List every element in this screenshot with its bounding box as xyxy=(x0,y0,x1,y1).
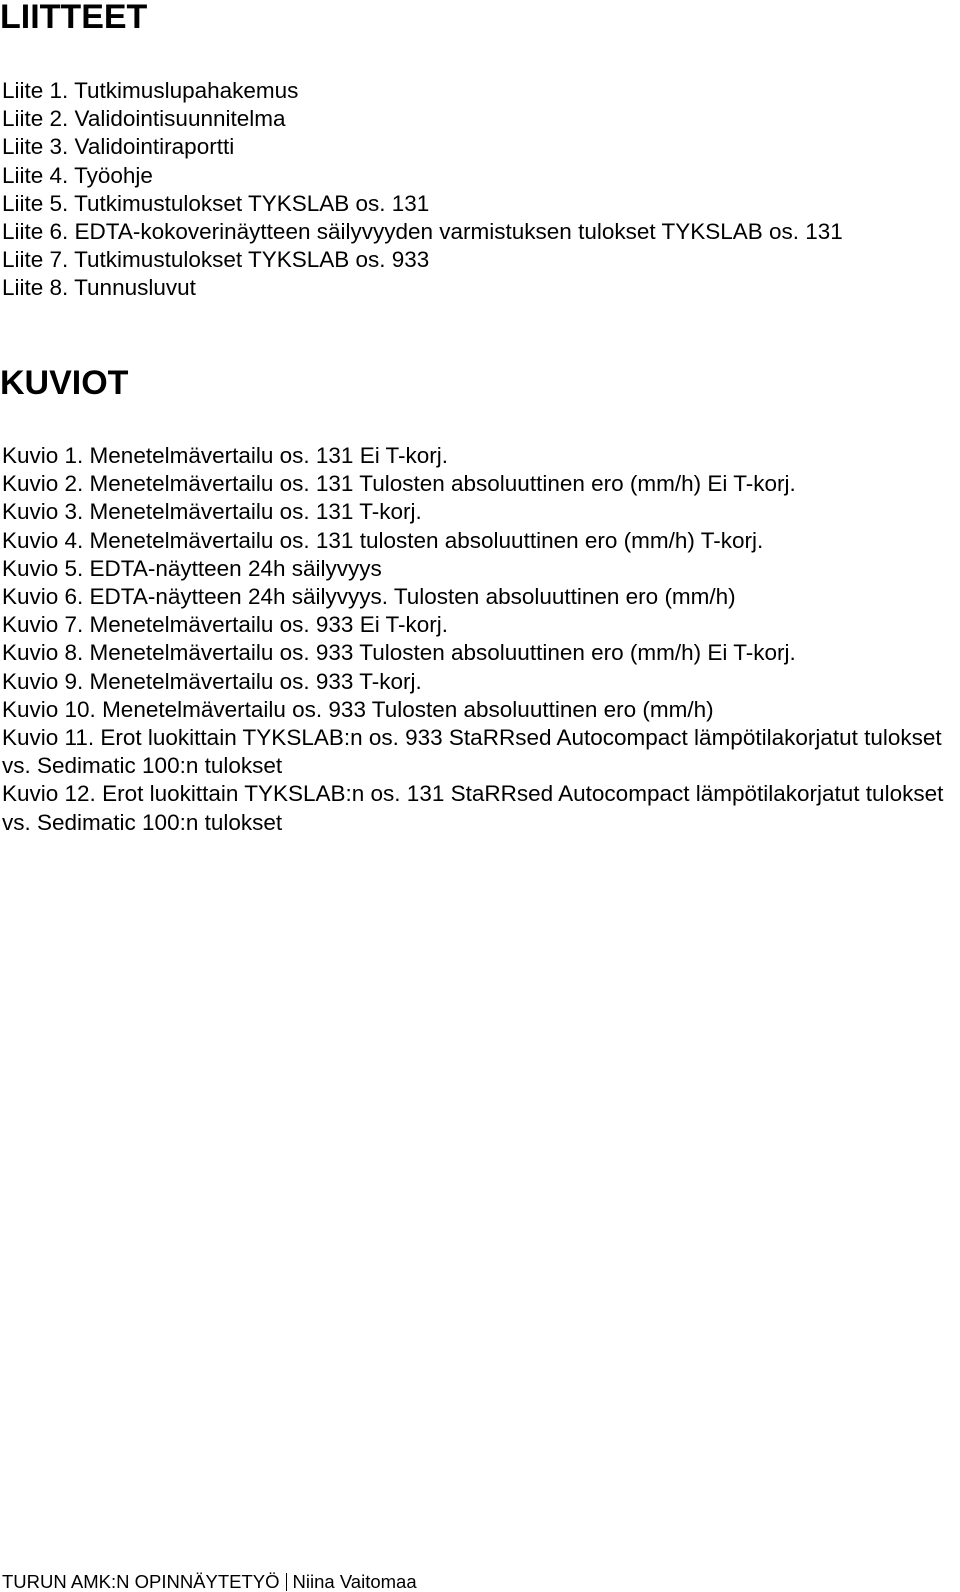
figures-heading: KUVIOT xyxy=(0,364,129,402)
appendix-item: Liite 3. Validointiraportti xyxy=(2,134,235,160)
appendix-item: Liite 8. Tunnusluvut xyxy=(2,275,196,301)
footer-author: Niina Vaitomaa xyxy=(292,1571,417,1592)
figure-item: Kuvio 7. Menetelmävertailu os. 933 Ei T-korj. xyxy=(2,612,449,638)
figure-item: Kuvio 6. EDTA-näytteen 24h säilyvyys. Tulosten absoluuttinen ero (mm/h) xyxy=(2,584,736,610)
appendix-item: Liite 1. Tutkimuslupahakemus xyxy=(2,78,299,103)
appendices-list xyxy=(2,77,843,303)
appendices-heading: LIITTEET xyxy=(0,0,148,36)
figure-item: Kuvio 2. Menetelmävertailu os. 131 Tulosten absoluuttinen ero (mm/h) Ei T-korj. xyxy=(2,471,796,497)
footer-institution: TURUN AMK:N OPINNÄYTETYÖ xyxy=(2,1571,280,1592)
figure-item: Kuvio 1. Menetelmävertailu os. 131 Ei T-korj. xyxy=(2,443,449,468)
appendix-item: Liite 2. Validointisuunnitelma xyxy=(2,106,286,132)
appendix-item: Liite 5. Tutkimustulokset TYKSLAB os. 131 xyxy=(2,190,430,216)
appendix-item: Liite 7. Tutkimustulokset TYKSLAB os. 933 xyxy=(2,247,430,273)
figure-item: Kuvio 5. EDTA-näytteen 24h säilyvyys xyxy=(2,555,382,581)
page-footer xyxy=(2,1572,417,1592)
figure-item: Kuvio 12. Erot luokittain TYKSLAB:n os. 131 StaRRsed Autocompact lämpötilakorjatut tulokset vs. Sedimatic 100:n tulokset xyxy=(2,781,944,835)
figure-item: Kuvio 3. Menetelmävertailu os. 131 T-korj. xyxy=(2,499,422,525)
figures-list xyxy=(2,442,958,837)
figure-item: Kuvio 10. Menetelmävertailu os. 933 Tulosten absoluuttinen ero (mm/h) xyxy=(2,696,714,722)
figure-item: Kuvio 11. Erot luokittain TYKSLAB:n os. 933 StaRRsed Autocompact lämpötilakorjatut tulokset vs. Sedimatic 100:n tulokset xyxy=(2,725,942,779)
appendix-item: Liite 6. EDTA-kokoverinäytteen säilyvyyden varmistuksen tulokset TYKSLAB os. 131 xyxy=(2,219,843,245)
figure-item: Kuvio 9. Menetelmävertailu os. 933 T-korj. xyxy=(2,668,422,694)
figure-item: Kuvio 4. Menetelmävertailu os. 131 tulosten absoluuttinen ero (mm/h) T-korj. xyxy=(2,527,764,553)
figure-item: Kuvio 8. Menetelmävertailu os. 933 Tulosten absoluuttinen ero (mm/h) Ei T-korj. xyxy=(2,640,796,666)
appendix-item: Liite 4. Työohje xyxy=(2,162,153,188)
footer-separator xyxy=(286,1573,287,1591)
